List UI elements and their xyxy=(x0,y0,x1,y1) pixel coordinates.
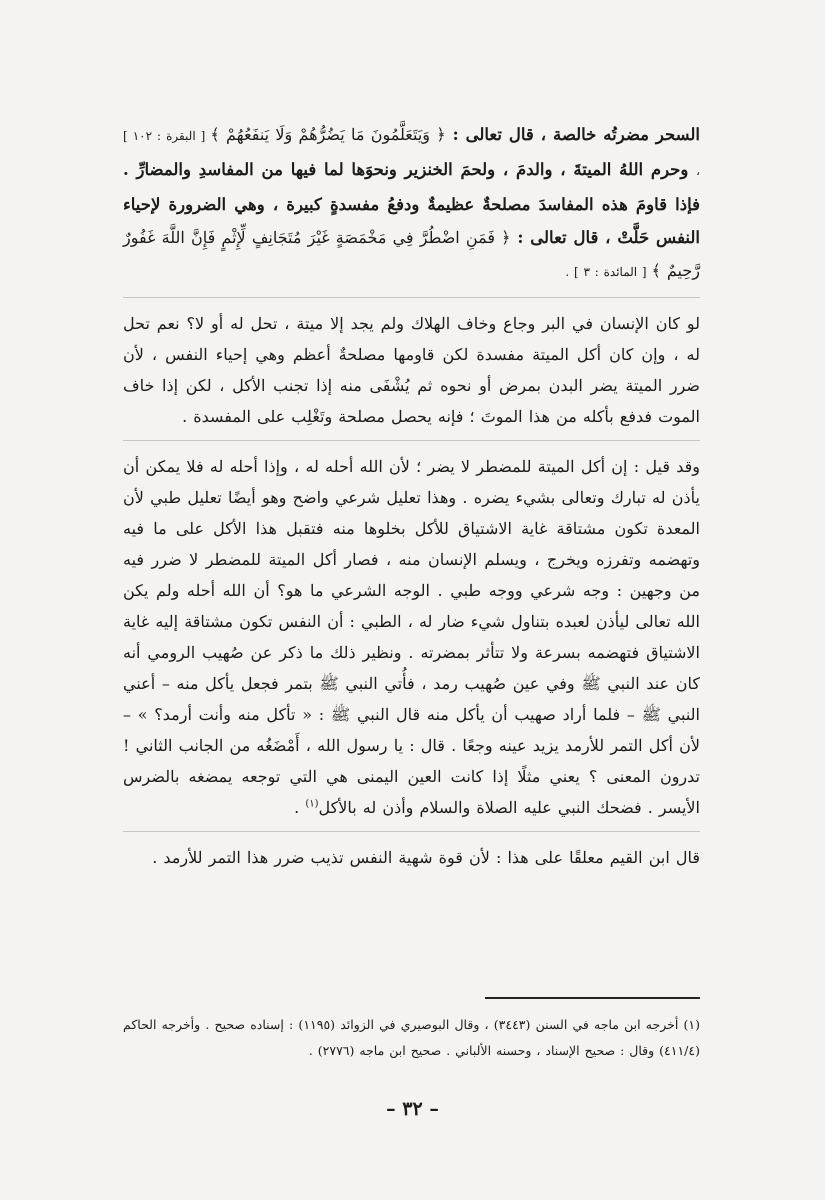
quran-verse-maidah: ﴿ فَمَنِ اضْطُرَّ فِي مَخْمَصَةٍ غَيْرَ مُتَجَانِفٍ لِّإِثْمٍ فَإِنَّ اللَّهَ غَفُورٌ رَّحِيمٌ ﴾ xyxy=(123,228,700,280)
quran-verse-baqarah: ﴿ وَيَتَعَلَّمُونَ مَا يَضُرُّهُمْ وَلَا يَنفَعُهُمْ ﴾ xyxy=(210,125,446,144)
page-number: – ٣٢ – xyxy=(386,1098,439,1120)
paragraph-3 xyxy=(123,451,700,823)
verse-reference-baqarah: [ البقرة : ١٠٢ ] ، xyxy=(123,129,701,178)
p1-text-1: السحر مضرتُه خالصة ، قال تعالى : xyxy=(445,125,701,144)
p1-text-2: وحرم اللهُ الميتةَ ، والدمَ ، ولحمَ الخنزير ونحوَها لما فيها من المفاسدِ والمضارِّ . فإذا قاومَ هذه المفاسدَ مصلحةٌ عظيمةٌ ودفعُ مفسدةٍ كبيرة ، وهي الضرورة لإحياء النفس حَلَّتْ ، قال تعالى : xyxy=(123,160,701,247)
footnote-separator xyxy=(485,997,700,999)
paragraph-divider xyxy=(123,440,700,441)
paragraph-divider xyxy=(123,831,700,832)
paragraph-4: قال ابن القيم معلقًا على هذا : لأن قوة شهية النفس تذيب ضرر هذا التمر للأرمد . xyxy=(152,848,700,867)
paragraph-divider xyxy=(123,297,700,298)
footnote-marker[interactable]: (١) xyxy=(305,798,319,810)
paragraph-2: لو كان الإنسان في البر وجاع وخاف الهلاك ولم يجد إلا ميتة ، تحل له أو لا؟ نعم تحل له ، وإن كان أكل الميتة مفسدة لكن قاومها مصلحةٌ أعظم وهي إحياء النفس ، لأن ضرر الميتة يضر البدن بمرض أو نحوه ثم يُشْفَى منه إذا تجنب الأكل ، لكن إذا خاف الموت فدفع بأكله من هذا الموتَ ؛ فإنه يحصل مصلحة وتَغْلِب على المفسدة . xyxy=(123,314,700,426)
p3-text: وقد قيل : إن أكل الميتة للمضطر لا يضر ؛ لأن الله أحله له ، وإذا أحله له فلا يمكن أن يأذن له تبارك وتعالى بشيء يضره . وهذا تعليل شرعي واضح وهو أيضًا تعليل طبي لأن المعدة تكون مشتاقة غاية الاشتياق للأكل بخلوها منه فتقبل هذا الأكل على ما فيه وتهضمه وتفرزه ويخرج ، ويسلم الإنسان منه ، فصار أكل الميتة للمضطر لا ضرر فيه من وجهين : وجه شرعي ووجه طبي . الوجه الشرعي ما هو؟ أن الله أحله ولم يكن الله تعالى ليأذن لعبده بتناول شيء ضار له ، الطبي : أن النفس تكون مشتاقة إليه غاية الاشتياق فتهضمه بسرعة ولا تتأثر بمضرته . ونظير ذلك ما ذكر عن صُهيب الرومي أنه كان عند النبي ﷺ وفي عين صُهيب رمد ، فأُتي النبي ﷺ بتمر فجعل يأكل منه – أعني النبي ﷺ – فلما أراد صهيب أن يأكل منه قال النبي ﷺ : « تأكل منه وأنت أرمد؟ » – لأن أكل التمر للأرمد يزيد عينه وجعًا . قال : يا رسول الله ، أَمْضَغُه من الجانب الثاني ! تدرون المعنى ؟ يعني مثلًا إذا كانت العين اليمنى هي التي توجعه يمضغه بالضرس الأيسر . فضحك النبي عليه الصلاة والسلام وأذن له بالأكل xyxy=(123,457,701,817)
footnote-1: (١) أخرجه ابن ماجه في السنن (٣٤٤٣) ، وقال البوصيري في الزوائد (١١٩٥) : إسناده صحيح . وأخرجه الحاكم (٤١١/٤) وقال : صحيح الإسناد ، وحسنه الألباني . صحيح ابن ماجه (٢٧٧٦) . xyxy=(123,1017,701,1058)
verse-reference-maidah: [ المائدة : ٣ ] . xyxy=(565,265,652,279)
main-text xyxy=(123,118,700,873)
p3-end: . xyxy=(294,798,306,817)
footnotes xyxy=(123,1012,700,1064)
paragraph-1 xyxy=(123,118,700,289)
